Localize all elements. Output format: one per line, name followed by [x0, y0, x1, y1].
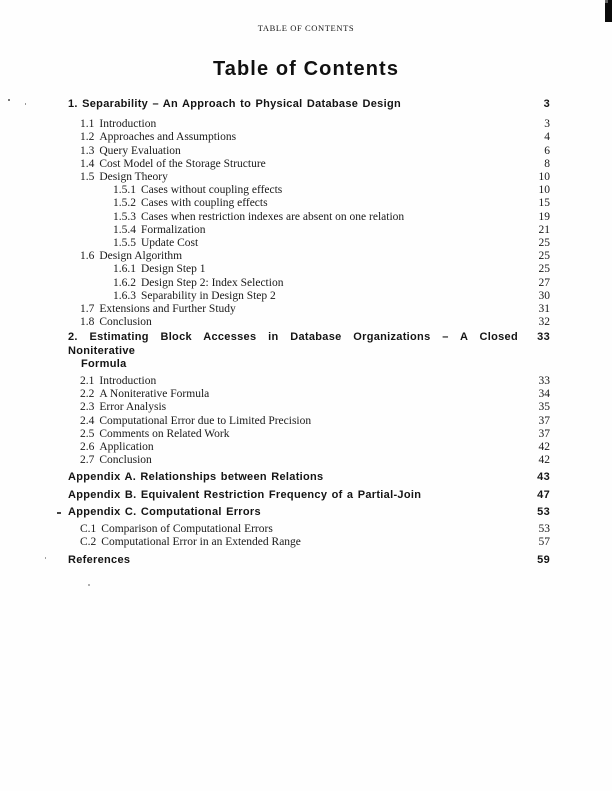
toc-row — [68, 428, 550, 441]
toc-entry-title: Computational Error due to Limited Precision — [99, 414, 312, 427]
toc-entry-label — [80, 303, 518, 316]
toc-entry-title: Conclusion — [99, 454, 152, 467]
toc-entry-number: 1.6.3 — [113, 289, 136, 302]
toc-entry-label — [113, 237, 518, 250]
toc-entry-page: 10 — [538, 171, 550, 184]
toc-entry-number: 1.5.2 — [113, 197, 136, 210]
toc-entry-number: 1.5 — [80, 171, 95, 184]
toc-row — [68, 277, 550, 290]
toc-row — [68, 237, 550, 250]
toc-entry-page: 42 — [538, 454, 550, 467]
toc-entry-label — [113, 184, 518, 197]
toc-entry-number: 2.2 — [80, 388, 95, 401]
toc-row — [68, 131, 550, 144]
toc-row — [68, 489, 550, 502]
toc-row — [68, 224, 550, 237]
toc-entry-title: Design Step 2: Index Selection — [141, 276, 284, 289]
toc-row — [68, 554, 550, 567]
toc-row — [68, 211, 550, 224]
toc-entry-label: Appendix A. Relationships between Relations — [68, 471, 324, 484]
toc-entry-title: Design Step 1 — [141, 263, 206, 276]
scan-speck — [45, 557, 46, 559]
toc-entry-label — [80, 536, 518, 549]
toc-entry-page: 30 — [538, 289, 550, 302]
toc-row — [68, 523, 550, 536]
toc-entry-title: Introduction — [99, 375, 157, 388]
toc-entry-page: 6 — [544, 144, 550, 157]
toc-row — [68, 401, 550, 414]
toc-entry-page: 25 — [538, 263, 550, 276]
toc-entry-label — [80, 250, 518, 263]
toc-entry-label — [113, 224, 518, 237]
toc-entry-label — [80, 375, 518, 388]
toc-entry-title: Introduction — [99, 118, 157, 131]
toc-entry-label — [113, 211, 518, 224]
toc-entry-page: 43 — [537, 471, 550, 484]
toc-entry-label — [80, 316, 518, 329]
toc-entry-number: 1.5.1 — [113, 184, 136, 197]
toc-entry-page: 19 — [538, 210, 550, 223]
toc-entry-page: 37 — [538, 427, 550, 440]
toc-entry-page: 31 — [538, 303, 550, 316]
toc-entry-title: Error Analysis — [99, 401, 167, 414]
toc-row — [68, 145, 550, 158]
toc-entry-number: 2.4 — [80, 414, 95, 427]
toc-entry-page: 35 — [538, 401, 550, 414]
toc-entry-number: 1.2 — [80, 131, 95, 144]
toc-entry-number: 2.1 — [80, 375, 95, 388]
toc-row — [68, 471, 550, 484]
toc-row — [68, 171, 550, 184]
toc-entry-label — [80, 428, 518, 441]
toc-entry-number: 1.4 — [80, 157, 95, 170]
toc-entry-page: 4 — [544, 131, 550, 144]
toc-row — [68, 98, 550, 111]
toc-entry-page: 37 — [538, 414, 550, 427]
toc-entry-title: Approaches and Assumptions — [99, 131, 237, 144]
toc-entry-number: 2.3 — [80, 401, 95, 414]
scan-speck — [8, 99, 10, 101]
toc-entry-label — [68, 331, 518, 371]
running-header: TABLE OF CONTENTS — [257, 23, 355, 33]
toc-row — [68, 184, 550, 197]
toc-entry-page: 8 — [544, 157, 550, 170]
toc-entry-page: 57 — [538, 536, 550, 549]
toc-entry-page: 21 — [538, 223, 550, 236]
toc-entry-number: 1.6.1 — [113, 263, 136, 276]
toc-entry-label — [113, 290, 518, 303]
toc-entry-number: 1.8 — [80, 316, 95, 329]
toc-entry-label — [113, 197, 518, 210]
toc-entry-label — [80, 401, 518, 414]
toc-entry-label — [80, 171, 518, 184]
toc-entry-title: Comments on Related Work — [99, 427, 230, 440]
toc-entry-number: 1.1 — [80, 118, 95, 131]
toc-entry-title: Cost Model of the Storage Structure — [99, 157, 266, 170]
toc-entry-page: 47 — [537, 488, 550, 501]
toc-entry-page: 42 — [538, 441, 550, 454]
toc-entry-label — [80, 145, 518, 158]
toc-entry-page: 33 — [538, 375, 550, 388]
toc-entry-number: C.1 — [80, 523, 97, 536]
toc-row — [68, 316, 550, 329]
toc-entry-title: Cases with coupling effects — [141, 197, 268, 210]
toc-entry-number: 1.6 — [80, 250, 95, 263]
toc-entry-page: 59 — [537, 553, 550, 566]
toc-entry-number: 1.7 — [80, 303, 95, 316]
toc-entry-page: 32 — [538, 316, 550, 329]
toc-entry-label — [80, 388, 518, 401]
toc-row — [68, 388, 550, 401]
toc-entry-page: 3 — [544, 118, 550, 131]
toc-row — [68, 303, 550, 316]
toc-entry-title: Design Theory — [99, 171, 168, 184]
toc-row — [68, 506, 550, 519]
toc-row — [68, 250, 550, 263]
toc-entry-page: 15 — [538, 197, 550, 210]
toc-row — [68, 415, 550, 428]
toc-entry-number: 1.3 — [80, 144, 95, 157]
toc-row — [68, 263, 550, 276]
toc-entry-label — [113, 277, 518, 290]
toc-entry-title: Cases without coupling effects — [141, 184, 283, 197]
toc-entry-label: Appendix C. Computational Errors — [68, 505, 261, 518]
toc-row — [68, 536, 550, 549]
toc-entry-label: References — [68, 553, 131, 566]
toc-entry-number: 2.6 — [80, 441, 95, 454]
scan-speck — [57, 512, 61, 514]
toc-entry-page: 53 — [537, 505, 550, 518]
toc-entry-page: 27 — [538, 276, 550, 289]
toc-entry-number: 2.7 — [80, 454, 95, 467]
toc-entry-title: A Noniterative Formula — [99, 388, 210, 401]
toc-entry-label — [80, 131, 518, 144]
toc-entry-title: Conclusion — [99, 316, 152, 329]
toc-entry-page: 33 — [537, 331, 550, 344]
toc-entry-title: Application — [99, 441, 154, 454]
page-title: Table of Contents — [212, 58, 400, 80]
toc-entry-label — [113, 263, 518, 276]
toc-entry-page: 3 — [543, 98, 550, 110]
toc-entry-page: 53 — [538, 523, 550, 536]
toc-entry-page: 25 — [538, 237, 550, 250]
toc-entry-title-line2: Formula — [81, 357, 127, 370]
toc-list — [68, 98, 550, 567]
toc-row — [68, 197, 550, 210]
toc-row — [68, 290, 550, 303]
toc-entry-title: Separability in Design Step 2 — [141, 289, 276, 302]
toc-entry-number: 1.5.3 — [113, 210, 136, 223]
scan-speck — [25, 103, 26, 105]
toc-entry-number: 2.5 — [80, 427, 95, 440]
toc-entry-title: Update Cost — [141, 237, 199, 250]
toc-entry-title-line1: 2. Estimating Block Accesses in Database Organizations – A Closed Noniterative — [68, 331, 518, 357]
toc-row — [68, 118, 550, 131]
toc-entry-number: 1.5.4 — [113, 223, 136, 236]
toc-entry-title: Extensions and Further Study — [99, 303, 236, 316]
scan-corner-artifact — [605, 0, 612, 22]
toc-entry-title: Comparison of Computational Errors — [101, 523, 273, 536]
toc-entry-label: Appendix B. Equivalent Restriction Frequency of a Partial-Join — [68, 488, 422, 501]
toc-entry-label — [80, 441, 518, 454]
toc-entry-number: C.2 — [80, 536, 97, 549]
toc-row — [68, 375, 550, 388]
toc-row — [68, 441, 550, 454]
toc-entry-number: 1.6.2 — [113, 276, 136, 289]
toc-entry-title: Formalization — [141, 223, 206, 236]
toc-entry-label — [80, 158, 518, 171]
toc-entry-page: 25 — [538, 250, 550, 263]
toc-entry-title: Query Evaluation — [99, 144, 181, 157]
toc-entry-page: 34 — [538, 388, 550, 401]
toc-entry-label — [80, 454, 518, 467]
toc-entry-title: Design Algorithm — [99, 250, 183, 263]
toc-entry-label — [80, 523, 518, 536]
toc-entry-number: 1.5.5 — [113, 237, 136, 250]
toc-entry-title: Computational Error in an Extended Range — [101, 536, 301, 549]
toc-entry-title: Cases when restriction indexes are absent on one relation — [141, 210, 405, 223]
toc-entry-label — [80, 118, 518, 131]
toc-entry-label: 1. Separability – An Approach to Physical Database Design — [68, 98, 401, 110]
scan-speck — [88, 584, 90, 586]
toc-row — [68, 158, 550, 171]
toc-row — [68, 454, 550, 467]
toc-row — [68, 331, 550, 371]
toc-entry-page: 10 — [538, 184, 550, 197]
toc-entry-label — [80, 415, 518, 428]
